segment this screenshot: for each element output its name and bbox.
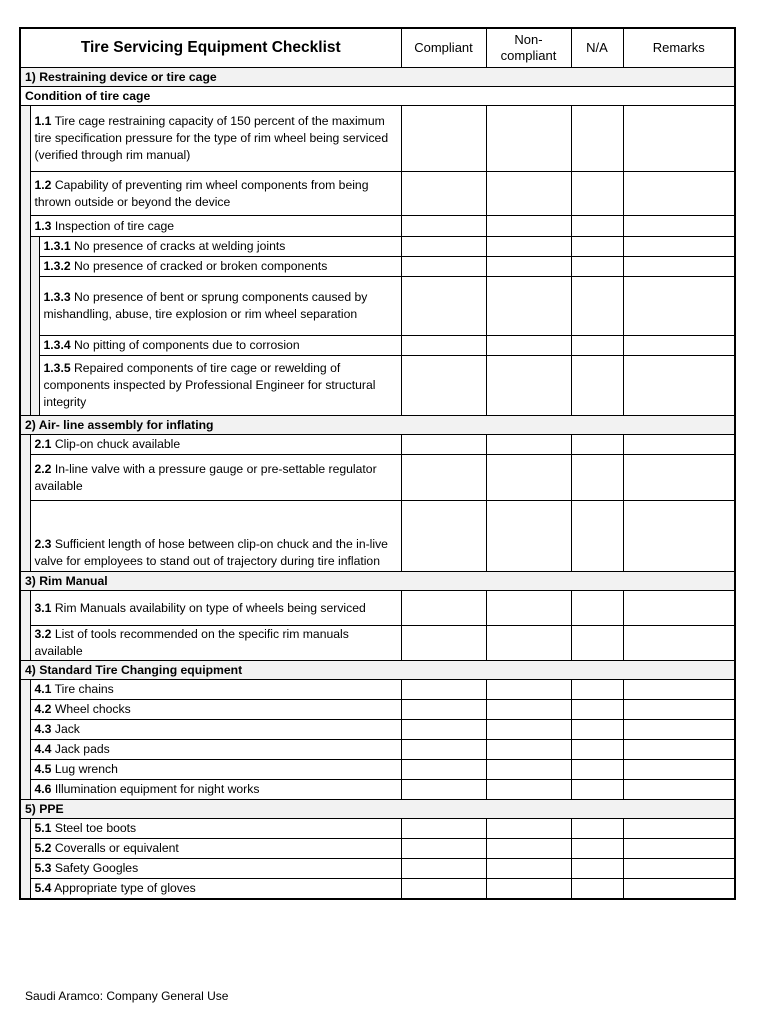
compliant-cell[interactable]: [401, 237, 486, 257]
remarks-cell[interactable]: [623, 237, 735, 257]
item-text: 5.4 Appropriate type of gloves: [30, 879, 401, 899]
item-text: 4.3 Jack: [30, 720, 401, 740]
compliant-cell[interactable]: [401, 839, 486, 859]
section-header: 2) Air- line assembly for inflating: [20, 416, 735, 435]
table-row: [20, 435, 735, 455]
non-compliant-cell[interactable]: [486, 216, 571, 237]
non-compliant-cell[interactable]: [486, 336, 571, 356]
non-compliant-cell[interactable]: [486, 356, 571, 416]
na-cell[interactable]: [571, 879, 623, 899]
non-compliant-cell[interactable]: [486, 172, 571, 216]
na-cell[interactable]: [571, 172, 623, 216]
na-cell[interactable]: [571, 839, 623, 859]
item-text: 5.1 Steel toe boots: [30, 819, 401, 839]
item-text: 5.3 Safety Googles: [30, 859, 401, 879]
na-cell[interactable]: [571, 626, 623, 661]
item-text: 1.1 Tire cage restraining capacity of 150 percent of the maximum tire specification pressure for the type of rim wheel being serviced (verified through rim manual): [30, 106, 401, 172]
na-cell[interactable]: [571, 591, 623, 626]
remarks-cell[interactable]: [623, 591, 735, 626]
item-text: 5.2 Coveralls or equivalent: [30, 839, 401, 859]
item-text: 1.3.1 No presence of cracks at welding joints: [39, 237, 401, 257]
non-compliant-cell[interactable]: [486, 591, 571, 626]
table-row: [20, 501, 735, 572]
non-compliant-cell[interactable]: [486, 277, 571, 336]
na-cell[interactable]: [571, 277, 623, 336]
na-cell[interactable]: [571, 257, 623, 277]
remarks-cell[interactable]: [623, 501, 735, 572]
compliant-cell[interactable]: [401, 336, 486, 356]
remarks-cell[interactable]: [623, 839, 735, 859]
item-text: 4.1 Tire chains: [30, 680, 401, 700]
remarks-cell[interactable]: [623, 879, 735, 899]
table-row: [20, 455, 735, 501]
compliant-cell[interactable]: [401, 740, 486, 760]
table-row: [20, 819, 735, 839]
non-compliant-cell[interactable]: [486, 879, 571, 899]
table-row: [20, 336, 735, 356]
remarks-cell[interactable]: [623, 435, 735, 455]
table-row: [20, 626, 735, 661]
compliant-cell[interactable]: [401, 859, 486, 879]
table-row: [20, 216, 735, 237]
compliant-cell[interactable]: [401, 257, 486, 277]
col-remarks: Remarks: [623, 28, 735, 68]
na-cell[interactable]: [571, 760, 623, 780]
table-row: [20, 237, 735, 257]
item-text: 1.3.2 No presence of cracked or broken components: [39, 257, 401, 277]
item-text: 4.5 Lug wrench: [30, 760, 401, 780]
col-non-compliant: Non- compliant: [486, 28, 571, 68]
compliant-cell[interactable]: [401, 172, 486, 216]
remarks-cell[interactable]: [623, 257, 735, 277]
item-text: 3.1 Rim Manuals availability on type of wheels being serviced: [30, 591, 401, 626]
non-compliant-cell[interactable]: [486, 740, 571, 760]
na-cell[interactable]: [571, 435, 623, 455]
na-cell[interactable]: [571, 780, 623, 800]
item-text: 1.2 Capability of preventing rim wheel components from being thrown outside or beyond the device: [30, 172, 401, 216]
compliant-cell[interactable]: [401, 626, 486, 661]
non-compliant-cell[interactable]: [486, 455, 571, 501]
non-compliant-cell[interactable]: [486, 626, 571, 661]
non-compliant-cell[interactable]: [486, 839, 571, 859]
non-compliant-cell[interactable]: [486, 819, 571, 839]
non-compliant-cell[interactable]: [486, 501, 571, 572]
compliant-cell[interactable]: [401, 879, 486, 899]
na-cell[interactable]: [571, 740, 623, 760]
checklist-sheet: [19, 27, 736, 900]
na-cell[interactable]: [571, 216, 623, 237]
non-compliant-cell[interactable]: [486, 237, 571, 257]
remarks-cell[interactable]: [623, 455, 735, 501]
remarks-cell[interactable]: [623, 216, 735, 237]
item-text: 2.1 Clip-on chuck available: [30, 435, 401, 455]
na-cell[interactable]: [571, 336, 623, 356]
remarks-cell[interactable]: [623, 740, 735, 760]
compliant-cell[interactable]: [401, 591, 486, 626]
remarks-cell[interactable]: [623, 720, 735, 740]
table-row: [20, 257, 735, 277]
remarks-cell[interactable]: [623, 819, 735, 839]
table-row: [20, 879, 735, 899]
remarks-cell[interactable]: [623, 700, 735, 720]
item-text: 1.3.5 Repaired components of tire cage or rewelding of components inspected by Professional Engineer for structural integrity: [39, 356, 401, 416]
compliant-cell[interactable]: [401, 501, 486, 572]
non-compliant-cell[interactable]: [486, 106, 571, 172]
table-row: [20, 680, 735, 700]
header-row: [20, 28, 735, 68]
table-row: [20, 700, 735, 720]
non-compliant-cell[interactable]: [486, 700, 571, 720]
remarks-cell[interactable]: [623, 356, 735, 416]
table-row: [20, 172, 735, 216]
col-na: N/A: [571, 28, 623, 68]
compliant-cell[interactable]: [401, 455, 486, 501]
compliant-cell[interactable]: [401, 700, 486, 720]
na-cell[interactable]: [571, 501, 623, 572]
remarks-cell[interactable]: [623, 626, 735, 661]
compliant-cell[interactable]: [401, 277, 486, 336]
na-cell[interactable]: [571, 680, 623, 700]
table-row: [20, 839, 735, 859]
compliant-cell[interactable]: [401, 106, 486, 172]
non-compliant-cell[interactable]: [486, 435, 571, 455]
subsection-header: Condition of tire cage: [20, 87, 735, 106]
item-text: 4.6 Illumination equipment for night works: [30, 780, 401, 800]
item-text: 1.3 Inspection of tire cage: [30, 216, 401, 237]
remarks-cell[interactable]: [623, 680, 735, 700]
na-cell[interactable]: [571, 356, 623, 416]
remarks-cell[interactable]: [623, 760, 735, 780]
compliant-cell[interactable]: [401, 819, 486, 839]
checklist-table: [19, 27, 736, 900]
non-compliant-cell[interactable]: [486, 859, 571, 879]
table-row: [20, 780, 735, 800]
table-row: [20, 859, 735, 879]
item-text: 2.2 In-line valve with a pressure gauge or pre-settable regulator available: [30, 455, 401, 501]
section-header: 1) Restraining device or tire cage: [20, 68, 735, 87]
item-text: 3.2 List of tools recommended on the specific rim manuals available: [30, 626, 401, 661]
section-header: 5) PPE: [20, 800, 735, 819]
na-cell[interactable]: [571, 700, 623, 720]
na-cell[interactable]: [571, 819, 623, 839]
footer-classification: Saudi Aramco: Company General Use: [25, 989, 229, 1003]
checklist-title: Tire Servicing Equipment Checklist: [20, 28, 401, 68]
remarks-cell[interactable]: [623, 172, 735, 216]
section-header: 4) Standard Tire Changing equipment: [20, 661, 735, 680]
na-cell[interactable]: [571, 720, 623, 740]
non-compliant-cell[interactable]: [486, 257, 571, 277]
table-row: [20, 740, 735, 760]
table-row: [20, 356, 735, 416]
na-cell[interactable]: [571, 455, 623, 501]
section-header: 3) Rim Manual: [20, 572, 735, 591]
item-text: 1.3.3 No presence of bent or sprung components caused by mishandling, abuse, tire explosion or rim wheel separation: [39, 277, 401, 336]
remarks-cell[interactable]: [623, 336, 735, 356]
remarks-cell[interactable]: [623, 859, 735, 879]
compliant-cell[interactable]: [401, 435, 486, 455]
item-text: 1.3.4 No pitting of components due to corrosion: [39, 336, 401, 356]
non-compliant-cell[interactable]: [486, 680, 571, 700]
table-row: [20, 760, 735, 780]
na-cell[interactable]: [571, 859, 623, 879]
compliant-cell[interactable]: [401, 680, 486, 700]
table-row: [20, 591, 735, 626]
remarks-cell[interactable]: [623, 106, 735, 172]
non-compliant-cell[interactable]: [486, 780, 571, 800]
compliant-cell[interactable]: [401, 720, 486, 740]
non-compliant-cell[interactable]: [486, 760, 571, 780]
item-text: 4.4 Jack pads: [30, 740, 401, 760]
compliant-cell[interactable]: [401, 760, 486, 780]
non-compliant-cell[interactable]: [486, 720, 571, 740]
na-cell[interactable]: [571, 237, 623, 257]
compliant-cell[interactable]: [401, 780, 486, 800]
table-row: [20, 720, 735, 740]
table-row: [20, 277, 735, 336]
table-row: [20, 106, 735, 172]
na-cell[interactable]: [571, 106, 623, 172]
item-text: 2.3 Sufficient length of hose between clip-on chuck and the in-live valve for employees to stand out of trajectory during tire inflation: [30, 501, 401, 572]
compliant-cell[interactable]: [401, 216, 486, 237]
item-text: 4.2 Wheel chocks: [30, 700, 401, 720]
remarks-cell[interactable]: [623, 277, 735, 336]
remarks-cell[interactable]: [623, 780, 735, 800]
col-compliant: Compliant: [401, 28, 486, 68]
compliant-cell[interactable]: [401, 356, 486, 416]
